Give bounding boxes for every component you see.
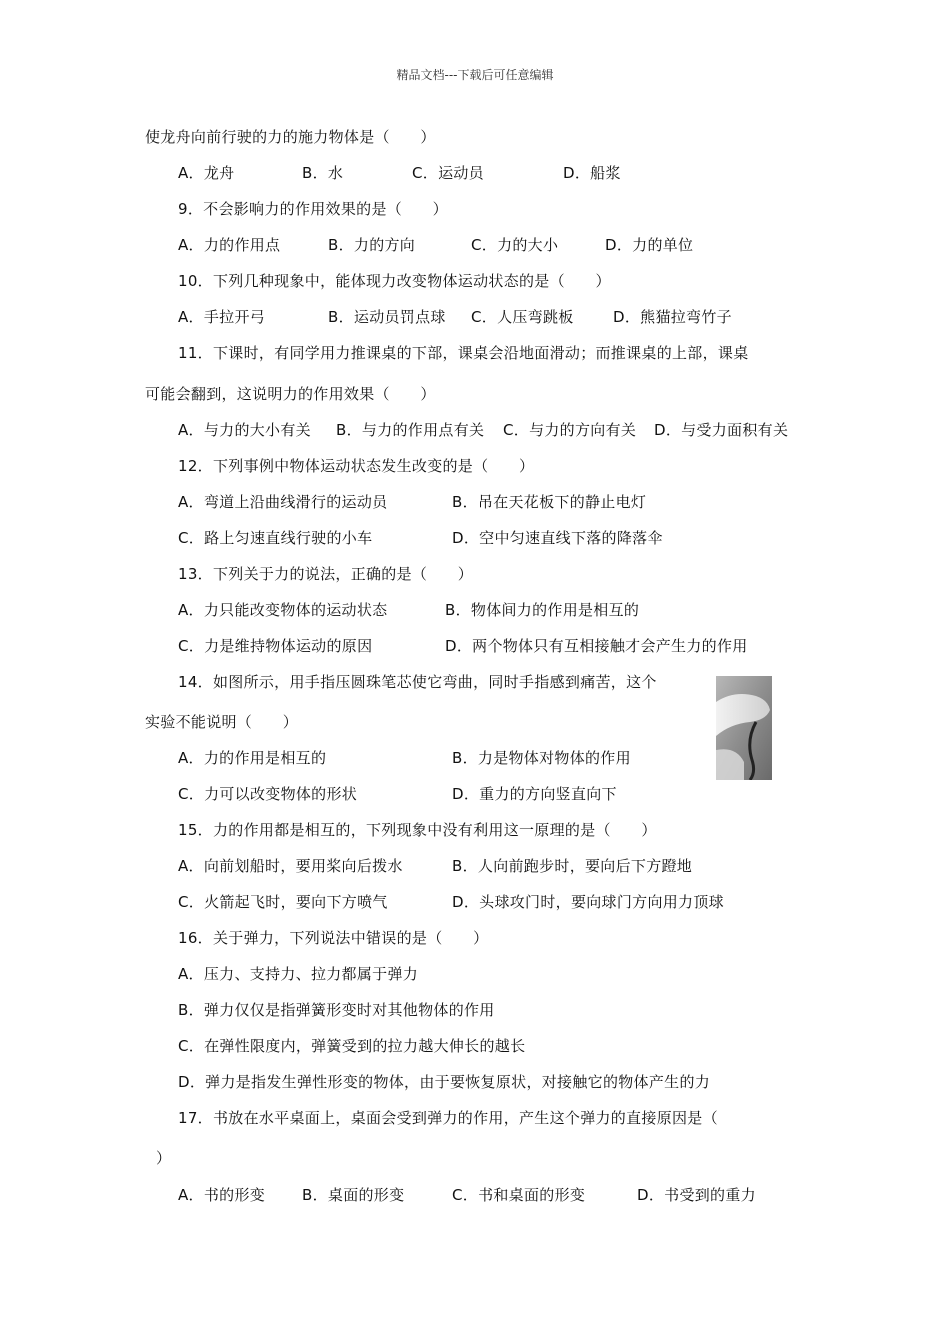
option-b: B．运动员罚点球 — [328, 308, 446, 326]
option-c: C．人压弯跳板 — [471, 308, 574, 326]
question-stem: 10．下列几种现象中，能体现力改变物体运动状态的是（ ） — [178, 272, 611, 290]
finger-pen-figure — [716, 676, 772, 780]
option-a: A．向前划船时，要用桨向后拨水 — [178, 857, 403, 875]
option-b: B．水 — [302, 164, 344, 182]
option-a: A．龙舟 — [178, 164, 235, 182]
option-a: A．书的形变 — [178, 1186, 266, 1204]
option-a: A．与力的大小有关 — [178, 421, 311, 439]
option-c: C．力可以改变物体的形状 — [178, 785, 358, 803]
option-c: C．火箭起飞时，要向下方喷气 — [178, 893, 388, 911]
option-b: B．力是物体对物体的作用 — [452, 749, 631, 767]
option-a: A．力只能改变物体的运动状态 — [178, 601, 388, 619]
option-c: C．路上匀速直线行驶的小车 — [178, 529, 373, 547]
option-d: D．头球攻门时，要向球门方向用力顶球 — [452, 893, 724, 911]
question-stem-line2: ） — [156, 1149, 172, 1167]
option-b: B．与力的作用点有关 — [336, 421, 485, 439]
option-d: D．重力的方向竖直向下 — [452, 785, 617, 803]
page-header: 精品文档---下载后可任意编辑 — [396, 68, 554, 82]
option-b: B．物体间力的作用是相互的 — [445, 601, 640, 619]
option-b: B．弹力仅仅是指弹簧形变时对其他物体的作用 — [178, 1001, 495, 1019]
question-stem: 使龙舟向前行驶的力的施力物体是（ ） — [145, 128, 436, 146]
option-a: A．力的作用是相互的 — [178, 749, 327, 767]
option-c: C．力的大小 — [471, 236, 559, 254]
option-d: D．熊猫拉弯竹子 — [613, 308, 732, 326]
option-b: B．桌面的形变 — [302, 1186, 405, 1204]
option-b: B．人向前跑步时，要向后下方蹬地 — [452, 857, 693, 875]
option-d: D．书受到的重力 — [637, 1186, 756, 1204]
option-a: A．力的作用点 — [178, 236, 281, 254]
question-stem: 12．下列事例中物体运动状态发生改变的是（ ） — [178, 457, 535, 475]
question-stem-line1: 11．下课时，有同学用力推课桌的下部，课桌会沿地面滑动；而推课桌的上部，课桌 — [178, 344, 749, 362]
option-c: C．与力的方向有关 — [503, 421, 637, 439]
option-d: D．空中匀速直线下落的降落伞 — [452, 529, 663, 547]
question-stem-line2: 实验不能说明（ ） — [145, 713, 299, 731]
question-stem: 15．力的作用都是相互的，下列现象中没有利用这一原理的是（ ） — [178, 821, 657, 839]
option-d: D．力的单位 — [605, 236, 694, 254]
option-b: B．力的方向 — [328, 236, 416, 254]
option-d: D．与受力面积有关 — [654, 421, 789, 439]
question-stem: 16．关于弹力，下列说法中错误的是（ ） — [178, 929, 489, 947]
option-a: A．手拉开弓 — [178, 308, 266, 326]
option-c: C．书和桌面的形变 — [452, 1186, 586, 1204]
option-a: A．压力、支持力、拉力都属于弹力 — [178, 965, 419, 983]
question-stem: 13．下列关于力的说法，正确的是（ ） — [178, 565, 474, 583]
option-d: D．弹力是指发生弹性形变的物体，由于要恢复原状，对接触它的物体产生的力 — [178, 1073, 711, 1091]
option-a: A．弯道上沿曲线滑行的运动员 — [178, 493, 388, 511]
option-d: D．船浆 — [563, 164, 621, 182]
finger-pen-image — [716, 676, 772, 780]
question-stem-line1: 14．如图所示，用手指压圆珠笔芯使它弯曲，同时手指感到痛苦，这个 — [178, 673, 657, 691]
option-c: C．在弹性限度内，弹簧受到的拉力越大伸长的越长 — [178, 1037, 526, 1055]
question-stem-line1: 17．书放在水平桌面上，桌面会受到弹力的作用，产生这个弹力的直接原因是（ — [178, 1109, 718, 1127]
question-stem: 9．不会影响力的作用效果的是（ ） — [178, 200, 448, 218]
question-stem-line2: 可能会翻到，这说明力的作用效果（ ） — [145, 385, 436, 403]
option-c: C．运动员 — [412, 164, 484, 182]
option-d: D．两个物体只有互相接触才会产生力的作用 — [445, 637, 748, 655]
option-b: B．吊在天花板下的静止电灯 — [452, 493, 647, 511]
option-c: C．力是维持物体运动的原因 — [178, 637, 373, 655]
